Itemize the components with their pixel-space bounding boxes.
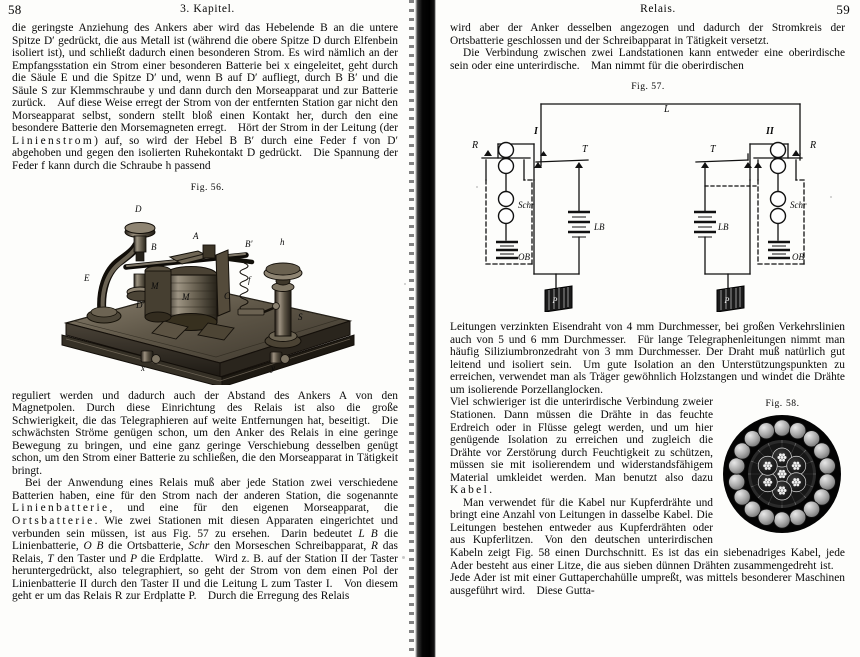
page-edge-speckle	[409, 0, 414, 657]
svg-text:A: A	[192, 230, 198, 241]
left-para1-part2: ) auf, so wird der Hebel B B′ durch eine Feder f von D′ abgehoben und gegen den isolierten Ruhekontakt D gedrückt. Die Spannung der Feder f kann durch die Schraube h passend	[12, 134, 398, 173]
scan-speckle	[830, 196, 832, 198]
svg-text:R: R	[810, 140, 817, 152]
svg-text:M: M	[181, 291, 189, 302]
left-body-text	[12, 22, 398, 173]
svg-text:x: x	[140, 362, 145, 373]
scan-speckle	[404, 283, 406, 285]
fig56-caption: Fig. 56.	[190, 181, 225, 193]
svg-text:II: II	[766, 126, 774, 138]
fig57-earth-plate-2	[717, 286, 744, 312]
svg-text:D': D'	[135, 299, 144, 310]
left-chapter-title: 3. Kapitel.	[180, 3, 235, 15]
fig57-line-battery-2	[694, 212, 716, 237]
right-paragraph-3: Leitungen verzinkten Eisendraht von 4 mm Durchmesser, bei großen Verkehrslinien auch von 5 und 6 mm Durchmesser. Für lange Telegraphenleitungen nimmt man häufig Siliziumbronzedraht von 3 mm Durchmesser. Der Draht muß natürlich gut leitend und isoliert sein. Um gute Isolation an den Unterstützungspunkten zu erreichen, verwendet man als Träger gewöhnlich Holzstangen und windet die Drähte um isolierende Porzellanglocken.	[450, 321, 845, 396]
left-folio: 58	[8, 2, 22, 17]
fig57-earth-plate-1	[545, 286, 572, 312]
left-page	[0, 0, 415, 657]
right-page	[436, 0, 860, 657]
l3c: . Wie zwei Stationen mit diesen Apparaten eingerichtet und verbunden sein müssen, ist aus Fig. 57 zu ersehen. Darin bedeutet	[12, 515, 398, 540]
fig57-writer-coils	[499, 192, 786, 224]
l3i: die Erdplatte. Wird z. B. auf der Station II der Taster heruntergedrückt, also telegraphiert, so geht der Strom von dem einen Pol der Linienbatterie II durch den Taster II und die Leitung L zum Taster I. Von diesem geht er um das Relais R zur Erdplatte P. Durch die Erregung des Relais	[12, 552, 398, 603]
right-section-title: Relais.	[640, 3, 676, 15]
book-gutter-shadow	[415, 0, 436, 657]
fig57-terminals	[484, 150, 800, 168]
left-paragraph-2: reguliert werden und dadurch auch der Abstand des Ankers A von den Magnetpolen. Durch diese Einrichtung des Relais ist also die große Schwierigkeit, die das Telegraphieren auf weite Entfernungen hat, beseitigt. Die schwächsten Ströme genügen schon, um den Anker des Relais in eine geringe Bewegung zu bringen, und eine ganz geringe Verschiebung desselben genügt schon, um den Strom einer Batterie zu schließen, die den Morseapparat in Tätigkeit bringt.	[12, 389, 398, 477]
svg-text:P: P	[552, 296, 558, 306]
l3g: das Relais,	[12, 540, 398, 565]
right-paragraph-1: wird aber der Anker desselben angezogen und dadurch der Stromkreis der Ortsbatterie geschlossen und der Schreibapparat in Tätigkeit versetzt.	[450, 22, 845, 47]
svg-text:B: B	[150, 241, 156, 252]
l3-spaced-ortsbatterie: Ortsbatterie	[12, 515, 95, 528]
svg-text:E: E	[83, 272, 89, 283]
left-paragraph-1	[12, 22, 398, 173]
l3-spaced-linienbatterie: Linienbatterie	[12, 502, 110, 515]
right-paragraph-5: Man verwendet für die Kabel nur Kupferdrähte und bringt eine Anzahl von Leitungen in dasselbe Kabel. Die Leitungen bestehen entweder aus Kupferdrähten oder aus Kupferlitzen. Von den deutschen unterirdischen Kabeln zeigt Fig. 58 einen Durchschnitt. Es ist das ein siebenadriges Kabel, jede Ader besteht aus einer Litze, die aus sieben dünnen Drähten zusammengedreht ist. Jede Ader ist mit einer Guttaperchahülle umpreßt, was mittels besonderer Maschinen ausgeführt wird. Diese Gutta-	[450, 496, 845, 597]
svg-text:I: I	[534, 126, 538, 138]
svg-text:LB: LB	[718, 222, 729, 233]
svg-text:Schr: Schr	[790, 200, 807, 211]
left-para1-part1: die geringste Anziehung des Ankers aber wird das Hebelende B an die untere Spitze D′ gedrückt, die aus Metall ist (während die obere Spitze D durch Elfenbein isoliert ist), und schließt dadurch einen besonderen Strom. Es wird nämlich an der Empfangsstation ein Strom einer besonderen Batterie bei x eingeleitet, geht durch die Säule E und die Spitze D′ und, wenn B auf D′ aufliegt, durch B B′ und die Säule S zur Klemmschraube y und dann durch den Morseapparat und zur Batterie zurück. Auf diese Weise erregt der Strom von der entfernten Station gar nicht den Morseapparat selbst, sondern stellt bloß einen Kontakt her, durch den eine besondere Batterie den Morsemagneten erregt. Hört der Strom in der Leitung (der	[12, 22, 398, 135]
fig58-figure	[720, 398, 845, 538]
fig56-figure	[0, 195, 415, 385]
svg-text:h: h	[279, 236, 284, 247]
right-body-text-1	[450, 22, 845, 72]
svg-text:OB: OB	[518, 252, 530, 263]
scan-speckle	[476, 186, 478, 188]
right-folio: 59	[836, 2, 850, 17]
fig58-cable-cross-section	[720, 413, 845, 535]
left-paragraph-3	[12, 477, 398, 602]
svg-text:D: D	[134, 203, 141, 214]
svg-text:T: T	[582, 144, 588, 156]
svg-text:LB: LB	[594, 222, 605, 233]
left-para1-spaced-term: Linienstrom	[12, 134, 95, 147]
l3-italic-T: T	[47, 552, 54, 565]
right-body-text-3	[450, 396, 845, 597]
fig57-local-battery-2	[768, 242, 790, 258]
r4-spaced-kabel: Kabel	[450, 484, 490, 497]
svg-text:Schr: Schr	[518, 200, 535, 211]
right-body-text-2	[450, 321, 845, 396]
fig57-label-texts	[471, 104, 816, 262]
l3d: die Linienbatterie,	[12, 527, 399, 553]
right-paragraph-2: Die Verbindung zwischen zwei Landstationen kann entweder eine oberirdische sein oder eine unterirdische. Man nimmt für die oberirdischen	[450, 47, 845, 72]
svg-text:R: R	[472, 140, 479, 152]
l3-italic-P: P	[130, 552, 138, 565]
right-running-head	[436, 0, 860, 22]
l3-italic-LB: L B	[358, 527, 378, 540]
svg-text:M: M	[150, 280, 158, 291]
left-running-head	[0, 0, 415, 22]
svg-text:OB: OB	[792, 252, 804, 263]
l3b: , und eine für den eigenen Morseapparat, die	[109, 502, 398, 515]
r4a: Viel schwieriger ist die unterirdische Verbindung zweier Stationen. Dann müssen die Drähte in das feuchte Erdreich oder in Flüsse gelegt werden, und um hier genügende Isolation zu erreichen und zugleich die Drähte vor Zerstörung durch Feuchtigkeit zu schützen, müssen sie mit isolierendem und widerstandsfähigem Material umkleidet werden. Man benutzt also dazu	[450, 396, 713, 484]
svg-text:L: L	[664, 104, 670, 116]
l3-italic-R: R	[371, 540, 379, 553]
fig56-relay-engraving	[48, 195, 368, 385]
fig57-local-battery-1	[496, 242, 518, 258]
svg-text:P: P	[724, 296, 730, 306]
svg-text:T: T	[710, 144, 716, 156]
fig57-line-battery-1	[568, 212, 590, 237]
fig58-caption: Fig. 58.	[765, 398, 800, 410]
scan-speckle	[402, 556, 405, 559]
r4b: .	[489, 484, 493, 497]
l3e: die Ortsbatterie,	[103, 540, 189, 553]
svg-text:B': B'	[244, 238, 252, 249]
l3h: den Taster und	[53, 552, 131, 565]
fig57-circuit-diagram	[448, 94, 848, 312]
l3-italic-OB: O B	[83, 540, 104, 553]
l3-italic-Schr: Schr	[188, 540, 210, 553]
left-body-text-2	[12, 390, 398, 603]
fig57-caption: Fig. 57.	[631, 81, 665, 93]
l3a: Bei der Anwendung eines Relais muß aber jede Station zwei verschiedene Batterien haben, eine für den Strom nach der anderen Station, die sogenannte	[12, 477, 398, 502]
l3f: den Morseschen Schreibapparat,	[209, 540, 372, 553]
fig57-figure	[436, 94, 860, 317]
svg-text:S: S	[297, 311, 302, 322]
svg-text:y: y	[270, 362, 275, 373]
svg-text:C: C	[223, 290, 230, 301]
svg-text:f: f	[247, 274, 251, 285]
